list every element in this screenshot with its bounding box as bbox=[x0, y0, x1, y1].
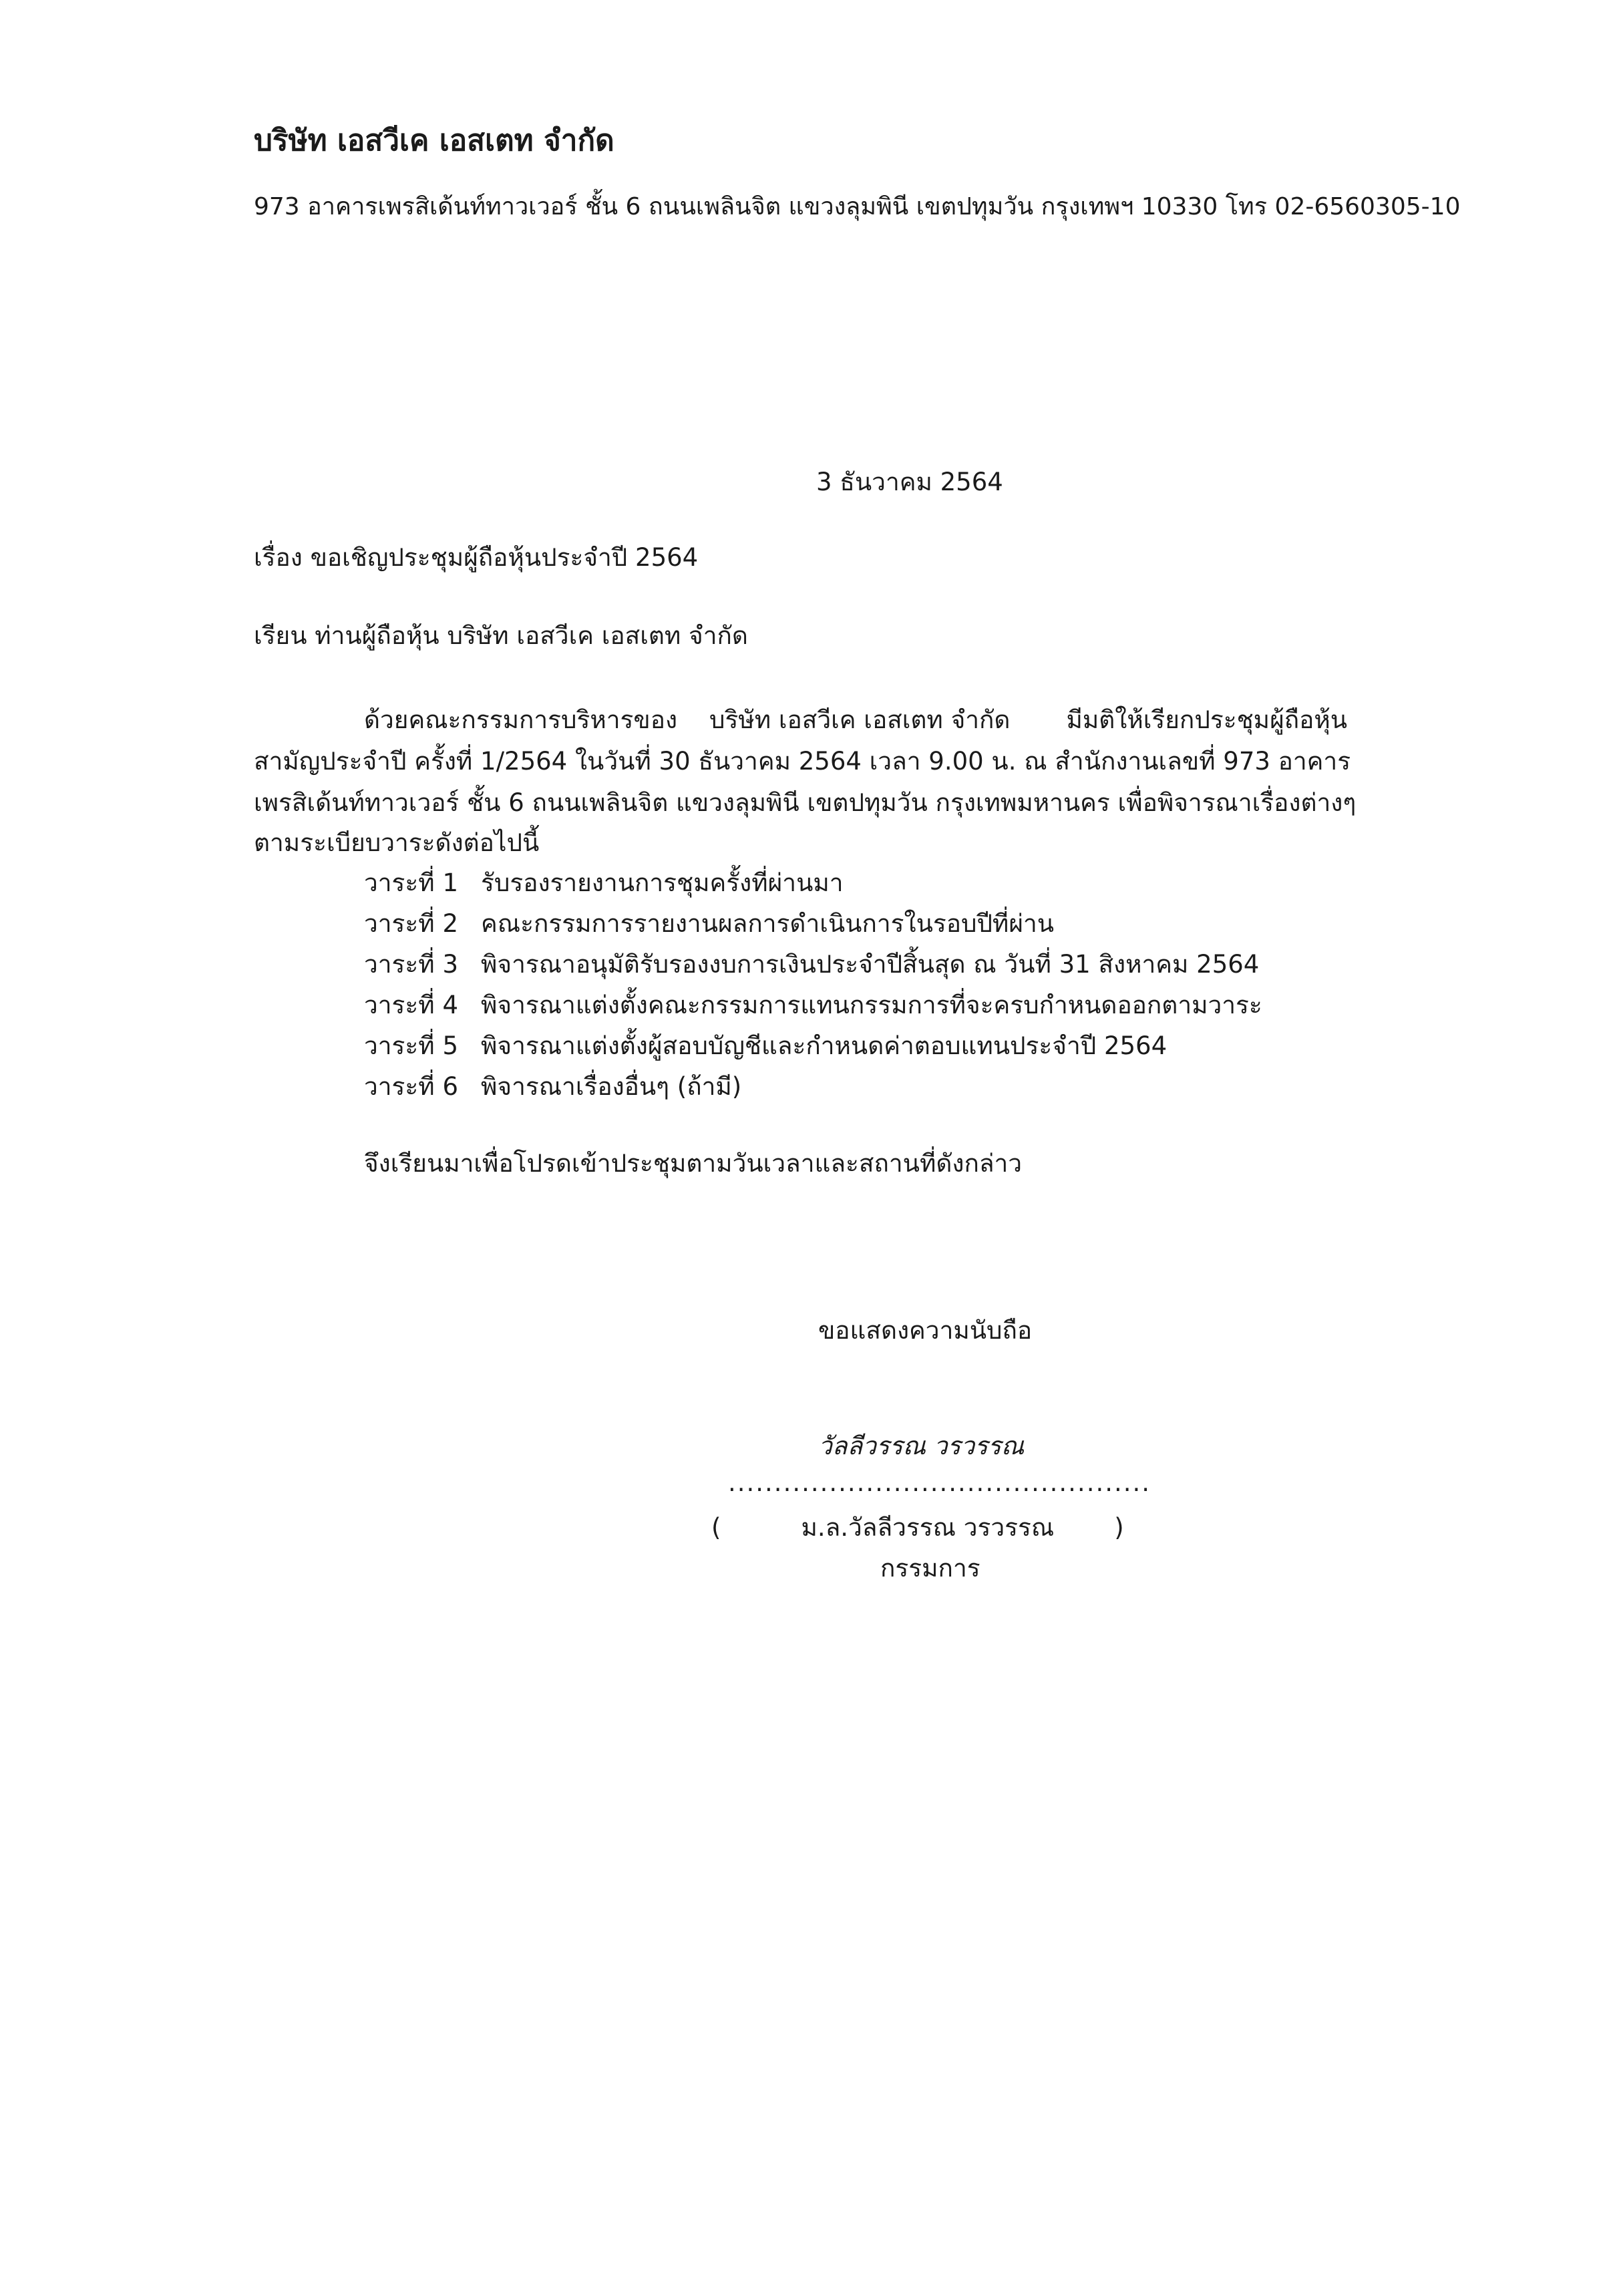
open-paren: ( bbox=[711, 1513, 721, 1542]
signatory-name: ม.ล.วัลลีวรรณ วรวรรณ bbox=[801, 1513, 1055, 1542]
agenda-number: วาระที่ 4 bbox=[364, 991, 458, 1019]
body-paragraph-line-1 bbox=[364, 700, 1347, 740]
letter-date: 3 ธันวาคม 2564 bbox=[816, 468, 1003, 496]
regards: ขอแสดงความนับถือ bbox=[818, 1316, 1033, 1345]
agenda-number: วาระที่ 5 bbox=[364, 1031, 458, 1060]
agenda-number: วาระที่ 6 bbox=[364, 1072, 458, 1101]
agenda-text: คณะกรรมการรายงานผลการดำเนินการในรอบปีที่ผ่าน bbox=[481, 909, 1055, 938]
agenda-text: พิจารณาแต่งตั้งผู้สอบบัญชีและกำหนดค่าตอบแทนประจำปี 2564 bbox=[481, 1031, 1168, 1060]
agenda-number: วาระที่ 3 bbox=[364, 950, 458, 979]
letter-subject: เรื่อง ขอเชิญประชุมผู้ถือหุ้นประจำปี 2564 bbox=[254, 543, 699, 572]
body-line-1-part-a: ด้วยคณะกรรมการบริหารของ bbox=[364, 705, 678, 734]
company-name: บริษัท เอสวีเค เอสเตท จำกัด bbox=[254, 124, 614, 158]
agenda-text: รับรองรายงานการชุมครั้งที่ผ่านมา bbox=[481, 868, 844, 897]
agenda-item bbox=[364, 904, 1054, 943]
signatory-position: กรรมการ bbox=[880, 1554, 980, 1583]
body-line-1-part-c: มีมติให้เรียกประชุมผู้ถือหุ้น bbox=[1066, 705, 1348, 734]
body-paragraph-line-4: ตามระเบียบวาระดังต่อไปนี้ bbox=[254, 828, 540, 857]
agenda-number: วาระที่ 2 bbox=[364, 909, 458, 938]
agenda-text: พิจารณาอนุมัติรับรองงบการเงินประจำปีสิ้นสุด ณ วันที่ 31 สิงหาคม 2564 bbox=[481, 950, 1260, 979]
handwritten-signature: วัลลีวรรณ วรวรรณ bbox=[818, 1432, 1025, 1460]
closing-sentence: จึงเรียนมาเพื่อโปรดเข้าประชุมตามวันเวลาและสถานที่ดังกล่าว bbox=[364, 1149, 1023, 1178]
letter-recipient: เรียน ท่านผู้ถือหุ้น บริษัท เอสวีเค เอสเตท จำกัด bbox=[254, 621, 748, 650]
signatory-name-line bbox=[711, 1508, 1124, 1547]
agenda-text: พิจารณาเรื่องอื่นๆ (ถ้ามี) bbox=[481, 1072, 742, 1101]
company-address: 973 อาคารเพรสิเด้นท์ทาวเวอร์ ชั้น 6 ถนนเพลินจิต แขวงลุมพินี เขตปทุมวัน กรุงเทพฯ 10330 โทร 02-6560305-10 bbox=[254, 193, 1461, 220]
agenda-number: วาระที่ 1 bbox=[364, 868, 458, 897]
body-line-1-part-b: บริษัท เอสวีเค เอสเตท จำกัด bbox=[709, 705, 1011, 734]
agenda-item bbox=[364, 985, 1262, 1025]
agenda-item bbox=[364, 863, 844, 903]
body-paragraph-line-2: สามัญประจำปี ครั้งที่ 1/2564 ในวันที่ 30 ธันวาคม 2564 เวลา 9.00 น. ณ สำนักงานเลขที่ 973 อาคาร bbox=[254, 747, 1351, 776]
signature-dotted-line: .............................................. bbox=[728, 1468, 1151, 1497]
body-paragraph-line-3: เพรสิเด้นท์ทาวเวอร์ ชั้น 6 ถนนเพลินจิต แขวงลุมพินี เขตปทุมวัน กรุงเทพมหานคร เพื่อพิจารณาเรื่องต่างๆ bbox=[254, 788, 1357, 817]
agenda-item bbox=[364, 1067, 741, 1106]
agenda-text: พิจารณาแต่งตั้งคณะกรรมการแทนกรรมการที่จะครบกำหนดออกตามวาระ bbox=[481, 991, 1262, 1019]
agenda-item bbox=[364, 945, 1259, 984]
agenda-item bbox=[364, 1026, 1167, 1065]
close-paren: ) bbox=[1114, 1513, 1124, 1542]
